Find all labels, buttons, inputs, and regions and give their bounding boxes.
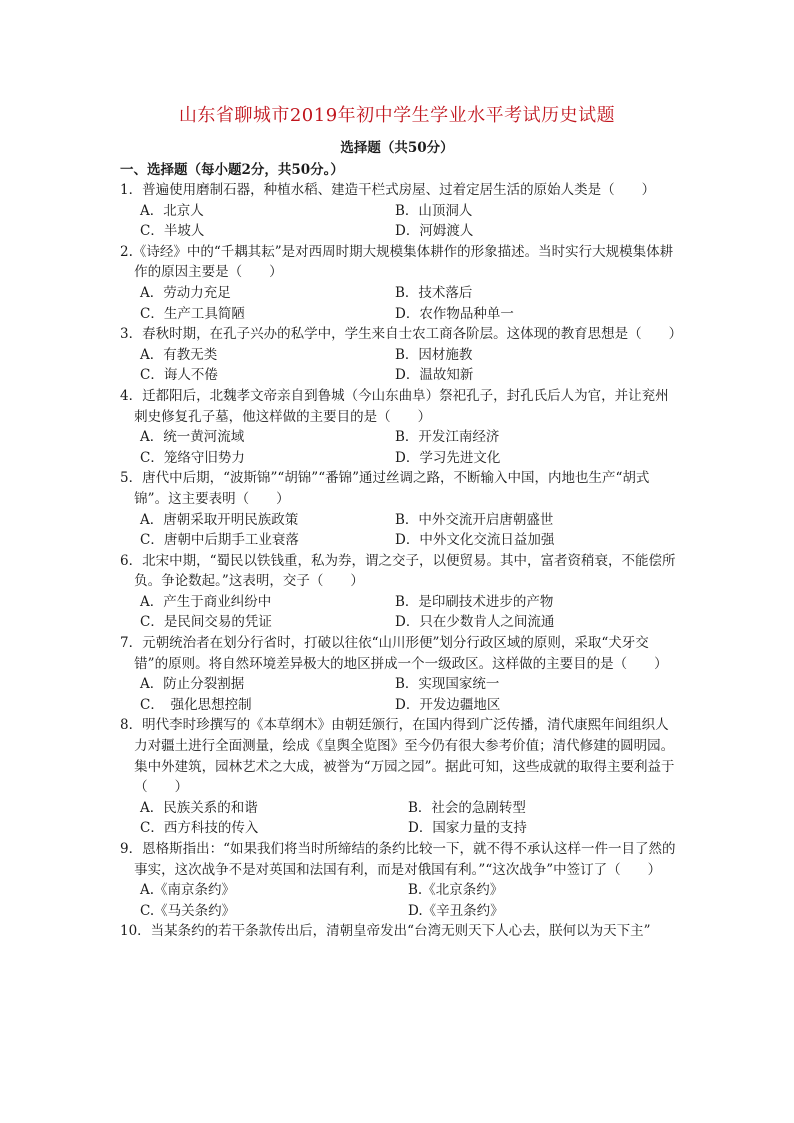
question-8 [120, 715, 680, 839]
option-d: D．中外文化交流日益加强 [395, 532, 555, 549]
question-stem: 4．迁都阳后，北魏孝文帝亲自到鲁城（今山东曲阜）祭祀孔子，封孔氏后人为官，并让兖州刺史修复孔子墓，他这样做的主要目的是（ ） [120, 387, 669, 425]
question-stem: 5．唐代中后期，“波斯锦”“胡锦”“番锦”通过丝调之路，不断输入中国，内地也生产“胡式锦”。这主要表明（ ） [120, 470, 650, 507]
option-d: D．农作物品种单一 [395, 305, 514, 322]
option-b: B.《北京条约》 [408, 882, 504, 899]
question-stem: 3．春秋时期，在孔子兴办的私学中，学生来自士农工商各阶层。这体现的教育思想是（ ） [120, 326, 683, 343]
option-a: A．劳动力充足 [140, 284, 231, 301]
option-d: D．只在少数肯人之间流通 [395, 614, 555, 631]
question-stem: 10．当某条约的若干条款传出后，清朝皇帝发出“台湾无则天下人心去，朕何以为天下主” [120, 923, 651, 940]
option-a: A．防止分裂割据 [140, 676, 245, 693]
option-b: B．因材施教 [395, 346, 473, 363]
question-stem: 2.《诗经》中的“千耦其耘”是对西周时期大规模集体耕作的形象描述。当时实行大规模集体耕作的原因主要是（ ） [120, 243, 674, 281]
section-heading: 一、选择题（每小题2分，共50分。） [120, 162, 344, 178]
option-a: A．北京人 [140, 202, 204, 219]
option-c: C． 强化思想控制 [140, 696, 252, 713]
exam-title: 山东省聊城市2019年初中学生学业水平考试历史试题 [178, 105, 616, 126]
option-a: A．产生于商业纠纷中 [140, 593, 272, 610]
option-b: B．是印刷技术进步的产物 [395, 593, 554, 610]
option-a: A．统一黄河流域 [140, 429, 245, 446]
question-7 [120, 633, 680, 715]
option-d: D．国家力量的支持 [408, 820, 527, 837]
option-d: D．开发边疆地区 [395, 696, 501, 713]
option-b: B．山顶洞人 [395, 202, 473, 219]
question-9 [120, 839, 680, 921]
option-d: D．温故知新 [395, 367, 474, 384]
question-list [120, 180, 683, 942]
option-a: A.《南京条约》 [140, 882, 236, 899]
option-c: C.《马关条约》 [140, 902, 236, 919]
option-a: A．有教无类 [140, 346, 218, 363]
question-stem: 1．普遍使用磨制石器，种植水稻、建造干栏式房屋、过着定居生活的原始人类是（ ） [120, 182, 656, 198]
option-d: D．学习先进文化 [395, 449, 501, 466]
option-a: A．唐朝采取开明民族政策 [140, 511, 299, 528]
question-2 [120, 242, 680, 324]
option-b: B．中外交流开启唐朝盛世 [395, 511, 554, 528]
question-5 [120, 468, 680, 550]
question-stem: 7．元朝统治者在划分行省时，打破以往依“山川形便”划分行政区域的原则，采取“犬牙交错”的原则。将自然环境差异极大的地区拼成一个一级政区。这样做的主要目的是（ ） [120, 635, 668, 672]
exam-subtitle: 选择题（共50分） [340, 140, 454, 156]
question-3 [120, 324, 683, 386]
option-c: C．诲人不倦 [140, 367, 218, 384]
option-c: C．唐朝中后期手工业衰落 [140, 532, 299, 549]
option-c: C．半坡人 [140, 223, 205, 240]
question-1 [120, 180, 680, 242]
option-c: C．是民间交易的凭证 [140, 614, 272, 631]
option-b: B．开发江南经济 [395, 429, 500, 446]
question-6 [120, 551, 680, 633]
option-c: C．笼络守旧势力 [140, 449, 245, 466]
question-10 [120, 921, 680, 942]
question-stem: 8．明代李时珍撰写的《本草纲木》由朝廷颁行，在国内得到广泛传播，清代康熙年间组织人力对疆土进行全面测量，绘成《皇舆全览图》至今仍有很大参考价值；清代修建的圆明园。集中外建筑，园林艺术之大成，被誉为“万园之园”。据此可知，这些成就的取得主要利益于（ ） [120, 717, 675, 796]
option-c: C．生产工具简陋 [140, 305, 245, 322]
question-stem: 9．恩格斯指出：“如果我们将当时所缔结的条约比较一下，就不得不承认这样一件一目了然的事实，这次战争不是对英国和法国有利，而是对俄国有利。”“这次战争”中签订了（ ） [120, 841, 676, 878]
option-a: A．民族关系的和谐 [140, 799, 258, 816]
option-b: B．实现国家统一 [395, 676, 500, 693]
question-stem: 6．北宋中期，“蜀民以铁钱重，私为券，谓之交子，以便贸易。其中，富者资稍衰，不能偿所负。争论数起。”这表明，交子（ ） [120, 552, 676, 590]
option-b: B．社会的急剧转型 [408, 799, 526, 816]
question-4 [120, 386, 680, 468]
option-c: C．西方科技的传入 [140, 820, 259, 837]
option-d: D．河姆渡人 [395, 223, 474, 240]
option-b: B．技术落后 [395, 284, 473, 301]
option-d: D.《辛丑条约》 [408, 902, 504, 919]
